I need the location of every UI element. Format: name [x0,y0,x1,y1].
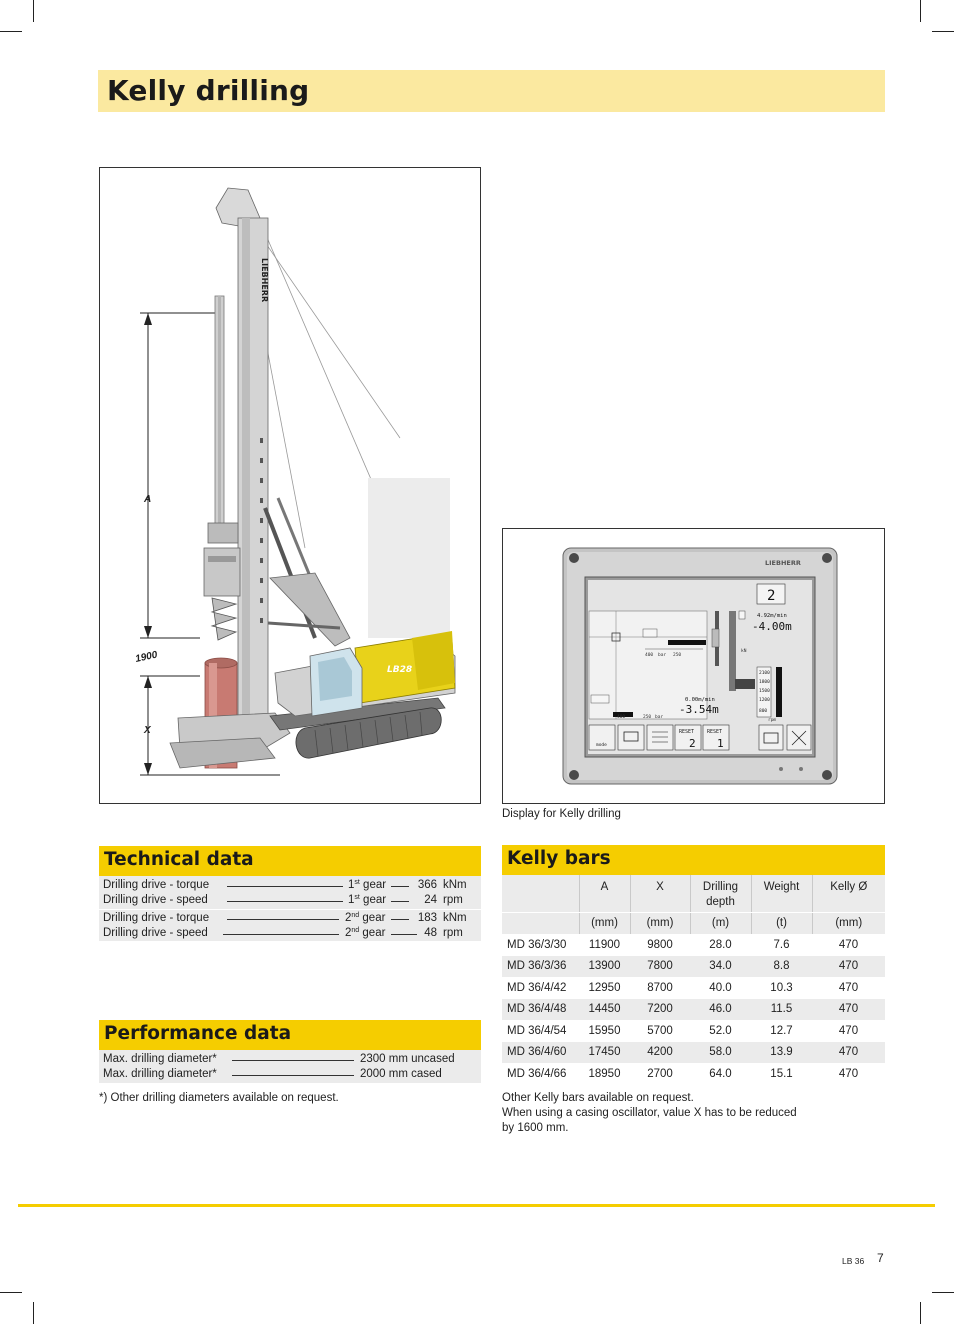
display-brand-lettering: LIEBHERR [765,559,801,567]
spec-unit: kNm [443,879,467,891]
table-cell: MD 36/4/66 [507,1067,567,1080]
leader-line [232,1075,354,1076]
leader-line [223,934,339,935]
screen-tick-5: 800 [759,709,768,714]
unit-cell [502,912,579,934]
kelly-bars-heading: Kelly bars [507,848,611,869]
display-illustration-frame [502,528,885,804]
kelly-bars-notes [502,1091,797,1136]
kelly-bars-note: When using a casing oscillator, value X has to be reduced [502,1107,797,1119]
table-cell: 7.6 [773,939,790,951]
table-cell: 58.0 [690,1042,751,1064]
kelly-bars-note: Other Kelly bars available on request. [502,1092,694,1104]
footer-rule [18,1204,935,1207]
title-band [98,70,885,112]
screen-tick-1: 2100 [759,671,770,676]
screen-depth-top: -4.00m [752,620,792,633]
screen-reset-2: RESET [707,729,723,735]
table-cell: 2700 [647,1067,673,1080]
gear-suffix: st [354,894,360,901]
spec-label: Max. drilling diameter* [103,1053,217,1065]
crop-mark [0,1292,22,1293]
screen-kn-label: kN [741,649,747,654]
gear-label [348,893,386,908]
screen-speed-bottom: 0.00m/min [685,697,715,703]
spec-value: 183 [417,912,437,924]
table-cell: 470 [812,1042,885,1064]
table-cell: 11.5 [751,999,812,1021]
kelly-bars-table [502,875,885,1085]
table-cell: MD 36/3/30 [507,939,567,951]
crop-mark [33,0,34,22]
table-cell: 13900 [579,956,630,978]
spec-value: 48 [424,927,437,939]
table-cell: 470 [812,999,885,1021]
unit-cell: (mm) [579,912,630,934]
screen-tick-4: 1200 [759,698,770,703]
gear-suffix: st [354,879,360,886]
table-cell: 7200 [630,999,690,1021]
spec-label: Max. drilling diameter* [103,1068,217,1080]
technical-data-block [99,876,481,941]
gear-number: 1 [348,894,355,906]
screen-reset-1: RESET [679,729,695,735]
spec-label: Drilling drive - speed [103,927,208,939]
dimension-label-a: A [144,494,152,505]
spec-value: 24 [424,894,437,906]
technical-data-row [99,911,481,926]
screen-speed-top: 4.92m/min [757,613,787,619]
table-cell: 470 [838,939,859,951]
screen-counter-2: 1 [717,737,724,750]
table-cell: 5700 [647,1024,673,1037]
table-cell: 11900 [588,939,621,951]
table-cell: 15.1 [770,1067,793,1080]
screen-gear: 2 [767,588,776,604]
technical-data-row [99,878,481,893]
gear-word: gear [359,912,386,924]
performance-footnote: *) Other drilling diameters available on request. [99,1092,339,1104]
table-cell: MD 36/4/60 [502,1042,579,1064]
screen-mode-label: mode [596,743,607,748]
table-cell: 15950 [588,1024,621,1037]
technical-data-header [99,846,481,876]
column-header: Weight [751,875,812,912]
screen-counter-1: 2 [689,737,696,750]
gear-label [345,911,385,926]
leader-line [391,901,409,902]
screen-bar-label-1: bar [658,653,667,658]
table-row [502,956,885,978]
rig-illustration-frame [99,167,481,804]
display-caption: Display for Kelly drilling [502,808,621,820]
spec-unit: rpm [443,927,463,939]
spec-label: Drilling drive - torque [103,879,210,891]
table-cell: MD 36/4/42 [507,981,567,994]
table-cell: 18950 [588,1067,621,1080]
spec-value: 366 [417,879,437,891]
page-number: 7 [877,1251,884,1265]
spec-unit: kNm [443,912,467,924]
crop-mark [920,1302,921,1324]
table-row [502,1042,885,1064]
screen-tick-3: 1500 [759,689,770,694]
leader-line [391,886,409,887]
table-cell: 470 [838,1024,859,1037]
table-row [502,1063,885,1085]
control-display-illustration [503,529,884,803]
gear-suffix: nd [351,912,360,919]
column-header: A [579,875,630,912]
machine-model-lettering: LB28 [387,665,413,675]
spec-label: Drilling drive - torque [103,912,210,924]
dimension-label-x: X [144,725,151,736]
table-cell: 14450 [579,999,630,1021]
gear-number: 1 [348,879,355,891]
table-cell: 46.0 [690,999,751,1021]
performance-data-heading: Performance data [104,1023,292,1044]
performance-data-header [99,1020,481,1050]
gear-word: gear [359,879,387,891]
table-cell: 9800 [647,939,673,951]
table-cell: 34.0 [690,956,751,978]
screen-tick-2: 1800 [759,680,770,685]
table-cell: 40.0 [709,981,732,994]
table-cell: 470 [838,981,859,994]
kelly-bars-header [502,845,885,875]
table-cell: 8700 [647,981,673,994]
gear-label [348,878,386,893]
leader-line [227,919,339,920]
leader-line [232,1060,354,1061]
unit-cell: (mm) [812,912,885,934]
crop-mark [932,1292,954,1293]
spec-unit: rpm [443,894,463,906]
table-cell: 17450 [579,1042,630,1064]
crop-mark [932,31,954,32]
unit-cell: (t) [751,912,812,934]
leader-line [227,901,343,902]
table-cell: 4200 [630,1042,690,1064]
screen-scale-2: 250 [673,653,682,658]
table-cell: 12.7 [770,1024,793,1037]
technical-data-row [99,926,481,941]
doc-code [842,1253,864,1267]
crop-mark [33,1302,34,1324]
screen-depth-bottom: -3.54m [679,703,719,716]
gear-number: 2 [345,912,352,924]
screen-scale-4: 400 [617,715,626,720]
technical-data-heading: Technical data [104,849,254,870]
table-row [502,999,885,1021]
table-cell: 64.0 [709,1067,732,1080]
table-cell: 470 [838,1067,859,1080]
performance-data-row [99,1052,481,1067]
column-header: Kelly Ø [812,875,885,912]
row-divider [99,909,481,910]
leader-line [227,886,343,887]
spec-label: Drilling drive - speed [103,894,208,906]
table-cell: MD 36/4/48 [502,999,579,1021]
table-cell: 52.0 [709,1024,732,1037]
spec-value: 2300 mm uncased [360,1053,455,1065]
gear-word: gear [359,927,386,939]
gear-number: 2 [345,927,352,939]
spec-value: 2000 mm cased [360,1068,442,1080]
table-cell: MD 36/4/54 [507,1024,567,1037]
table-row [502,977,885,999]
table-cell: 28.0 [709,939,732,951]
leader-line [391,919,409,920]
doc-code-text: LB 36 [842,1256,865,1266]
kelly-bars-units-row [502,912,885,934]
kelly-bars-header-row [502,875,885,912]
column-header: Drilling depth [690,875,751,912]
crop-mark [0,31,22,32]
table-cell: 470 [812,956,885,978]
drilling-rig-illustration [100,168,480,803]
screen-bar-label-2: bar [655,715,664,720]
table-cell: 8.8 [751,956,812,978]
gear-word: gear [359,894,387,906]
screen-scale-1: 400 [645,653,654,658]
unit-cell: (mm) [630,912,690,934]
table-cell: 10.3 [770,981,793,994]
table-cell: MD 36/3/36 [502,956,579,978]
technical-data-row [99,893,481,908]
kelly-bars-note: by 1600 mm. [502,1122,569,1134]
mast-brand-lettering: LIEBHERR [260,258,269,303]
screen-rpm-label: rpm [768,718,777,723]
column-header [502,875,579,912]
gear-suffix: nd [351,927,360,934]
performance-data-row [99,1067,481,1082]
unit-cell: (m) [690,912,751,934]
gear-label [345,926,385,941]
table-cell: 13.9 [751,1042,812,1064]
table-cell: 7800 [630,956,690,978]
crop-mark [920,0,921,22]
table-cell: 12950 [588,981,621,994]
table-row [502,934,885,956]
dimension-label-1900: 1900 [134,649,159,665]
screen-scale-3: 250 [643,715,652,720]
table-row [502,1020,885,1042]
performance-data-block [99,1050,481,1083]
column-header: X [630,875,690,912]
page-title: Kelly drilling [107,74,310,107]
